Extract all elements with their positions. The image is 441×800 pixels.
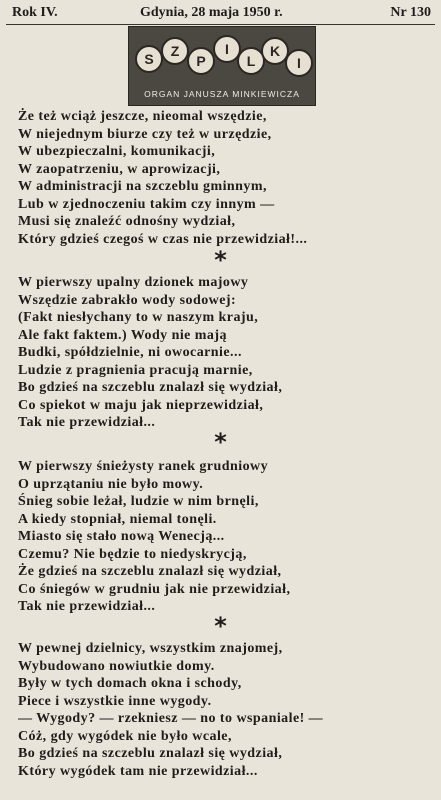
issue-year: Rok IV.	[12, 5, 58, 20]
logo-letter-disc: K	[261, 37, 289, 65]
asterisk-separator: *	[214, 428, 227, 456]
verse-line: W pierwszy upalny dzionek majowy	[18, 275, 249, 290]
masthead-logo	[128, 26, 316, 106]
page-header	[0, 0, 441, 24]
logo-letter-disc: P	[187, 47, 215, 75]
verse-line: Śnieg sobie leżał, ludzie w nim brnęli,	[18, 494, 259, 509]
verse-line: Co spiekot w maju jak nieprzewidział,	[18, 397, 264, 413]
logo-letter-disc: S	[135, 45, 163, 73]
verse-line: Tak nie przewidział...	[18, 599, 156, 614]
verse-line: A kiedy stopniał, niemal tonęli.	[18, 511, 217, 527]
verse-line: Że też wciąż jeszcze, nieomal wszędzie,	[18, 109, 267, 124]
verse-line: W administracji na szczeblu gminnym,	[18, 179, 267, 194]
verse-line: Musi się znaleźć odnośny wydział,	[18, 214, 236, 229]
verse-line: Czemu? Nie będzie to niedyskrycją,	[18, 546, 247, 562]
verse-line: Cóż, gdy wygódek nie było wcale,	[18, 728, 232, 744]
asterisk-separator: *	[214, 246, 227, 274]
verse-line: Który wygódek tam nie przewidział...	[18, 763, 258, 779]
stanza-4	[18, 640, 430, 780]
header-rule	[6, 24, 435, 25]
verse-line: W pierwszy śnieżysty ranek grudniowy	[18, 459, 269, 474]
verse-line: Tak nie przewidział...	[18, 415, 156, 430]
logo-letter-disc: I	[213, 35, 241, 63]
verse-line: Były w tych domach okna i schody,	[18, 676, 242, 691]
logo-discs	[129, 27, 315, 83]
stanza-3	[18, 458, 430, 616]
verse-line: W zaopatrzeniu, w aprowizacji,	[18, 161, 221, 177]
logo-letter-disc: L	[237, 47, 265, 75]
verse-line: Bo gdzieś na szczeblu znalazł się wydział,	[18, 746, 283, 761]
verse-line: Ale fakt faktem.) Wody nie mają	[18, 327, 227, 343]
masthead-subtitle: ORGAN JANUSZA MINKIEWICZA	[144, 89, 300, 99]
verse-line: Miasto się stało nową Wenecją...	[18, 529, 225, 544]
verse-line: Że gdzieś na szczeblu znalazł się wydział,	[18, 564, 282, 579]
verse-line: Ludzie z pragnienia pracują marnie,	[18, 362, 253, 378]
verse-line: Piece i wszystkie inne wygody.	[18, 693, 212, 709]
verse-line: Bo gdzieś na szczeblu znalazł się wydział,	[18, 380, 283, 395]
verse-line: (Fakt niesłychany to w naszym kraju,	[18, 310, 259, 325]
verse-line: Wszędzie zabrakło wody sodowej:	[18, 292, 237, 308]
verse-line: W pewnej dzielnicy, wszystkim znajomej,	[18, 641, 283, 656]
asterisk-separator: *	[214, 612, 227, 640]
stanza-1	[18, 108, 430, 248]
issue-number: Nr 130	[390, 5, 431, 20]
verse-line: Lub w zjednoczeniu takim czy innym —	[18, 196, 275, 212]
logo-letter-disc: I	[285, 49, 313, 77]
verse-line: W ubezpieczalni, komunikacji,	[18, 144, 216, 159]
verse-line: Wybudowano nowiutkie domy.	[18, 658, 215, 674]
verse-line: Co śniegów w grudniu jak nie przewidział,	[18, 581, 291, 597]
stanza-2	[18, 274, 430, 432]
verse-line: Który gdzieś czegoś w czas nie przewidział!...	[18, 231, 308, 247]
verse-line: — Wygody? — rzekniesz — no to wspaniale! —	[18, 711, 324, 726]
logo-letter-disc: Z	[161, 37, 189, 65]
verse-line: Budki, spółdzielnie, ni owocarnie...	[18, 345, 242, 360]
verse-line: O uprzątaniu nie było mowy.	[18, 476, 204, 492]
issue-date: Gdynia, 28 maja 1950 r.	[140, 5, 283, 20]
verse-line: W niejednym biurze czy też w urzędzie,	[18, 126, 272, 142]
